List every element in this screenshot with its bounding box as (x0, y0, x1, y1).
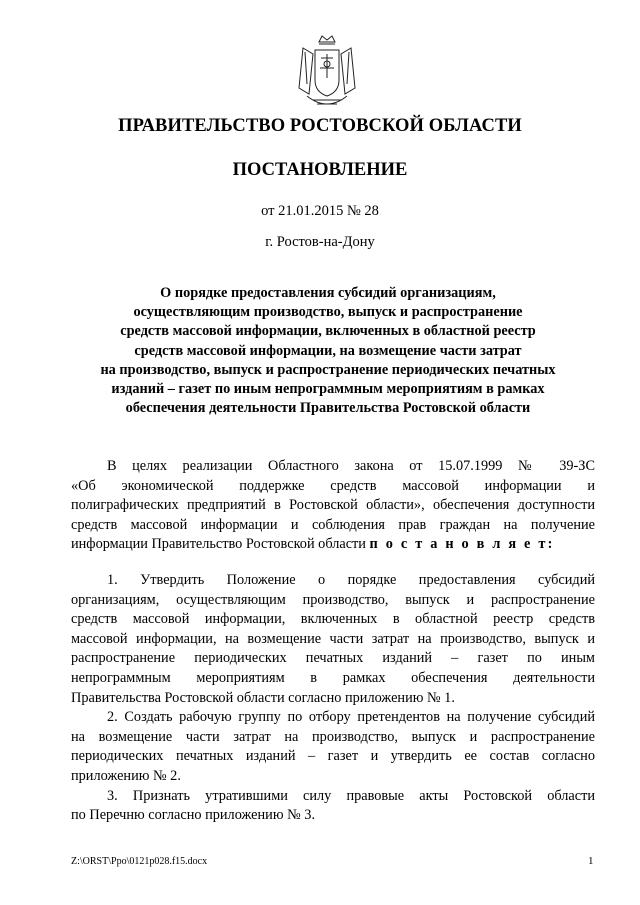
subject-line: средств массовой информации, на возмещение части затрат (134, 342, 522, 359)
subject-line: осуществляющим производство, выпуск и распространение (133, 304, 523, 321)
clause-line: Правительства Ростовской области согласно приложению № 1. (71, 689, 455, 706)
clause-line: непрограммным мероприятиям в рамках обеспечения деятельности (71, 669, 595, 686)
organization-title: ПРАВИТЕЛЬСТВО РОСТОВСКОЙ ОБЛАСТИ (118, 116, 522, 136)
clauses-section (71, 571, 595, 826)
preamble-line: информации Правительство Ростовской области (71, 536, 366, 553)
document-type: ПОСТАНОВЛЕНИЕ (232, 160, 408, 180)
clause-line: 3. Признать утратившими силу правовые акты Ростовской области (107, 787, 595, 804)
document-place: г. Ростов-на-Дону (265, 234, 375, 250)
subject-line: средств массовой информации, включенных в областной реестр (120, 323, 536, 340)
footer-page-number: 1 (588, 855, 594, 867)
clause-line: 1. Утвердить Положение о порядке предоставления субсидий (107, 572, 595, 588)
preamble-line: средств массовой информации и соблюдения прав граждан на получение (71, 516, 595, 533)
clause-line: периодических печатных изданий – газет и утвердить ее состав согласно (71, 748, 595, 765)
preamble-line: полиграфических предприятий в Ростовской области», обеспечения доступности (71, 497, 595, 514)
subject-line: изданий – газет по иным непрограммным мероприятиям в рамках (111, 381, 545, 398)
subject-line: О порядке предоставления субсидий организациям, (160, 285, 496, 301)
subject-line: на производство, выпуск и распространение периодических печатных (100, 361, 556, 378)
preamble-line: В целях реализации Областного закона от 15.07.1999 № 39-ЗС (107, 458, 595, 474)
preamble-paragraph (71, 457, 595, 555)
clause-line: организациям, осуществляющим производство, выпуск и распространение (71, 591, 595, 608)
document-date-number: от 21.01.2015 № 28 (261, 203, 379, 219)
clause-line: приложению № 2. (71, 767, 181, 784)
decision-word: п о с т а н о в л я е т: (369, 536, 555, 553)
coat-of-arms-emblem (295, 34, 359, 114)
clause-line: 2. Создать рабочую группу по отбору претендентов на получение субсидий (107, 709, 595, 726)
clause-line: по Перечню согласно приложению № 3. (71, 807, 316, 824)
subject-line: обеспечения деятельности Правительства Ростовской области (125, 400, 531, 417)
footer-file-path: Z:\ORST\Ppo\0121p028.f15.docx (71, 856, 208, 867)
clause-line: средств массовой информации, включенных в областной реестр средств (71, 611, 595, 628)
document-subject (68, 284, 588, 418)
preamble-line-final (71, 535, 595, 555)
clause-line: массовой информации, на возмещение части затрат на производство, выпуск и (71, 630, 595, 647)
preamble-line: «Об экономической поддержке средств массовой информации и (71, 477, 595, 494)
clause-line: на возмещение части затрат на производство, выпуск и распространение (71, 728, 595, 745)
clause-line: распространение периодических печатных изданий – газет по иным (71, 650, 595, 667)
